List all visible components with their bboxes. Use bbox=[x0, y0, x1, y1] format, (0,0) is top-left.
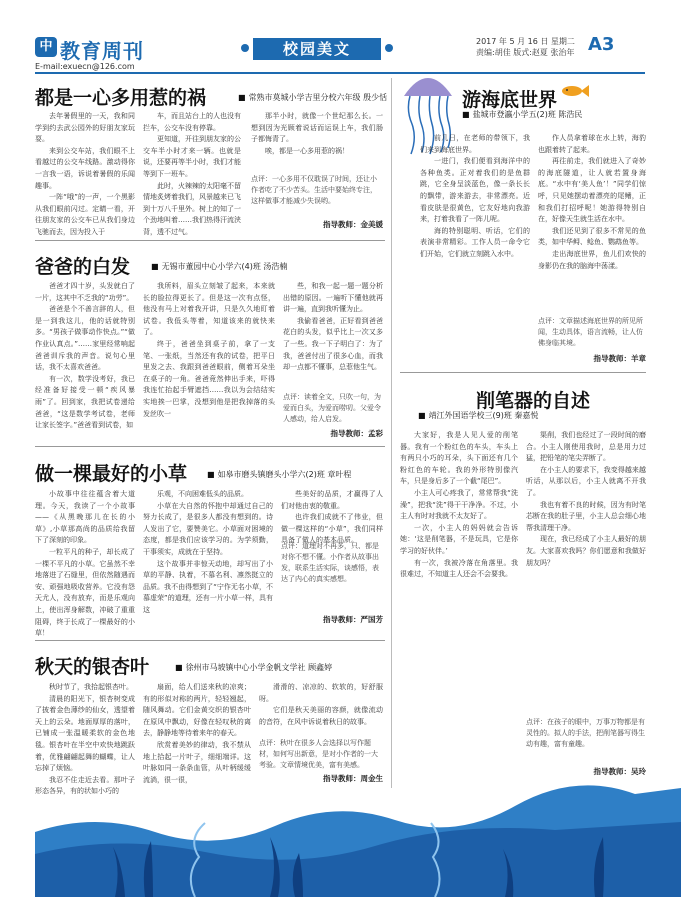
editor: 责编:胡佳 版式:赵夏 张治年 bbox=[476, 48, 575, 57]
section-divider bbox=[400, 372, 646, 373]
article-column: 爸爸才四十岁，头发就白了一片，这其中不乏我的“功劳”。 爸爸是个不善言辞的人，但是一到我这儿，他的话就特别多。“男孩子做事动作快点。”“做作业认真点。”……家里经常响起爸爸训斥我的声音。说句心里话，我不太喜欢爸爸。 有一次，数学没考好，我已经准备好接受一顿“疾风暴雨”了。回到家，我把试卷递给爸爸，“这是数学考试卷，老师让家长签字。”爸爸看到试卷，如 bbox=[35, 282, 135, 430]
email: E-mail:exuecn@126.com bbox=[35, 62, 135, 71]
article-title: 都是一心多用惹的祸 bbox=[35, 87, 207, 109]
article-byline: ■ 盐城市登瀛小学五(2)班 陈浩民 bbox=[462, 109, 582, 120]
article-teacher: 指导教师：孟彩 bbox=[330, 429, 383, 438]
article-teacher: 指导教师：羊章 bbox=[593, 354, 646, 363]
article-column: 扇面，给人们送来秋的凉爽；有的形似对称的两片，轻轻翘起，随风舞动。它们金黄交织的银杏叶在原风中飘动，好像在轻叹秋的离去，静静地等待着来年的春天。 欣赏着美妙的律动，我不禁从地上拾起一片叶子，细细端详。这叶脉如同一条条血管，从叶柄缓缓流淌，很一很， bbox=[143, 683, 251, 784]
article-column: 渠削，我们也经过了一段时间的磨合。小主人刚使用我时，总是用力过猛，把铅笔的笔尖弄断了。 在小主人的要求下，我变得越来越听话，从那以后，小主人就离不开我了。 我也有着不良的时候，因为有时笔芯断在我的肚子里，小主人总会细心地帮我清理干净。 现在，我已经成了小主人最好的朋友。大家喜欢我吗？你们愿意和我做好朋友吗？ bbox=[526, 431, 646, 567]
article-column: 乐观，不向困难低头的品质。 小草在大自然的怀抱中却通过自己的努力长成了，是很多人都没有想到的。诗人发出了它，要赞美它。小草面对困境的态度，都是我们应该学习的。为学须勤，干事须实，成就在于坚持。 这个故事并非惊天动地，却写出了小草的平静、执着，不慕名利、凛然挺立的品质。我不由得想到了“宁作无名小草，不慕虚荣”的道理，还有一片小草一样，具有这 bbox=[143, 490, 273, 614]
article-comment: 点评：读着全文，只吹一句，为爱而白头，为爱而唠叨。父爱令人感动，给人启发。 bbox=[283, 393, 381, 423]
article-teacher: 指导教师：吴玲 bbox=[593, 767, 646, 776]
article-column: 些，和我一起一题一题分析出错的原因。一遍听下懂他就再讲一遍，直到我听懂为止。 我偷看爸爸，正好看到爸爸花白的头发，似乎比上一次又多了一些。我一下子明白了：为了我，爸爸付出了很多心血，而我却一点都不懂事，总惹他生气。 bbox=[283, 282, 383, 372]
page-number: A3 bbox=[588, 34, 615, 55]
paper-title: 教育周刊 bbox=[60, 39, 144, 63]
logo-icon: 中 bbox=[35, 37, 57, 57]
section-divider bbox=[35, 446, 385, 447]
article-comment: 点评：在孩子的眼中，万事万物都是有灵性的。拟人的手法，把削笔器写得生动有趣，富有童趣。 bbox=[526, 718, 645, 748]
date: 2017 年 5 月 16 日 星期二 bbox=[476, 37, 575, 46]
article-column: 我所料，眉头立刻皱了起来，本来就长的脸拉得更长了。但是这一次有点怪，他没有马上对着我开讲，只是久久地盯着试卷。我低头等着，知道该来的就快来了。 终于，爸爸坐到桌子前，拿了一支笔、一张纸，当然还有我的试卷，把平日里发之去、我跟到爸爸眼前，侧着耳朵坐在桌子的一角。爸爸竟然伸出手来，吓得我连忙抬起手臂遮挡……我以为会结结实实地挨一巴掌，没想到他是把我掉落的头发丝吹一 bbox=[143, 282, 275, 418]
article-comment: 点评：一心多用不仅耽误了时间，还让小作者吃了不少苦头。生活中要始终专注，这样做事才能减少失误哟。 bbox=[251, 175, 377, 205]
decor-dot-icon bbox=[385, 44, 393, 52]
article-teacher: 指导教师：严国芳 bbox=[323, 615, 383, 624]
fish-icon bbox=[560, 84, 590, 98]
article-title: 游海底世界 bbox=[462, 89, 558, 111]
article-title: 秋天的银杏叶 bbox=[35, 656, 150, 678]
sea-decoration bbox=[35, 760, 681, 897]
article-column: 车，而且站台上的人也没有拦车，公交车没有停靠。 更知道，开往到朋友家的公交车半小时才来一辆。也就是说，还要再等半小时，我们才能等到下一班车。 此时，火辣辣的太阳毫不留情地炙烤着我们，风景越来已飞到十万八千里外。树上的知了一个劲地叫着……我们热得汗流浃背，透不过气。 bbox=[143, 112, 241, 236]
article-comment: 点评：道理对不再多，只、都是对你不想不懂。小作者从故事出发，联系生活实际，谈感悟，表达了内心的真实感想。 bbox=[281, 542, 379, 583]
article-column: 小故事中往往蕴含着大道理。今天，我读了一个小故事——《从黑晚那儿在长的小草》,小草那高尚的品质给我留下了深刻的印象。 一粒平凡的种子，却长成了一棵不平凡的小草。它虽然不幸地落进了石缝里，但依然随遇而安、顽强地吸收营养。它没有怨天尤人，没有放弃，而是乐观向上，使出浑身解数，冲破了重重阻碍，终于长成了一棵最好的小草！ bbox=[35, 490, 135, 638]
article-byline: ■ 常熟市莫城小学吉里分校六年级 殷少恬 bbox=[238, 92, 387, 103]
article-title: 削笔器的自述 bbox=[476, 390, 591, 412]
article-column: 秋时节了，我拾起银杏叶。 清晨的阳光下，银杏树变成了披着金色薄纱的仙女，透望着天上的云朵。地面厚厚的落叶，已铺成一张温暖柔软的金色地毯。银杏叶在半空中欢快地跳跃着，优雅翩翩起舞的蝴蝶，让人忘掉了烦恼。 我忍不住走近去看。那叶子形态各异，有的状如小巧的 bbox=[35, 683, 135, 796]
article-byline: ■ 无锡市董园中心小学六(4)班 汤浩楠 bbox=[151, 261, 287, 272]
article-comment: 点评：文章描述海底世界的所见所闻，生动具体，语言流畅，让人仿佛身临其境。 bbox=[538, 317, 643, 347]
section-divider bbox=[35, 240, 385, 241]
article-column: 前几日，在老师的带领下，我们来到海底世界。 一进门，我们便看到海洋中的各种鱼类。正对着我们的是鱼群跳，它全身呈淡蓝色，像一条长长的飘带，游来游去，非常漂亮。近看皮肤是很黄色，它友好地向我游来，打着我看了一阵儿呢。 海的特别聪明、听话，它们的表演非常精彩。工作人员一命令它们开始，它们就立刻跳入水中。 bbox=[420, 134, 530, 258]
article-column: 滑滑的、凉凉的、软软的，好舒服呀。 它们是秋天美丽的容颜，就像流动的音符，在风中诉说着秋日的故事。 bbox=[259, 683, 383, 726]
article-title: 做一棵最好的小草 bbox=[35, 463, 188, 485]
article-column: 大家好，我是人见人爱的削笔器。我有一个粉红色的车头，车头上有两只小巧的耳朵，头下面还有几个粉红色的车轮。我的外形特别像汽车，只是身后多了一个截“尾巴”。 小主人可心疼我了，常常帮我“洗澡”，把我“洗”得干干净净。不过，小主人有时对我就不太友好了。 一次，小主人的妈妈就会告诉她：‘这是削笔器，不是玩具，它是你学习的好伙伴。’ 有一次，我被冷落在角落里。我很难过，不知道主人还会不会要我。 bbox=[400, 431, 518, 579]
article-comment: 点评：秋叶在很多人会选择以写作题材，如何写出新意，是对小作者的一大考验。文章情境优美，富有美感。 bbox=[259, 739, 378, 769]
article-byline: ■ 靖江外国语学校三(9)班 秦嘉悦 bbox=[418, 410, 538, 421]
section-divider bbox=[35, 640, 385, 641]
article-column: 作人员拿着球在水上转，海豹也跟着转了起来。 再往前走，我们就进入了奇妙的海底隧道，让人就若置身海底。“水中有‘美人鱼’！”同学们惊呼，只见她摆动着漂亮的尾鳍，正和我们打招呼呢！她游得特别自在，好像天生就生活在水中。 我们还见到了很多不常见的鱼类，如中华鲟、鲶鱼、鹦鹉鱼等。 走出海底世界，鱼儿们欢快的身影仍在我的脑海中荡漾。 bbox=[538, 134, 646, 270]
article-column: 些美好的品质，才赢得了人们对他由衷的敬重。 也许我们成就不了伟业，但做一棵这样的“小草”，我们同样具备了做人的基本品质。 bbox=[281, 490, 383, 545]
article-teacher: 指导教师：金美媛 bbox=[323, 220, 383, 229]
masthead-rule bbox=[35, 72, 645, 74]
article-byline: ■ 如皋市磨头镇磨头小学六(2)班 章叶程 bbox=[207, 469, 351, 480]
article-byline: ■ 徐州市马坡镇中心小学金帆文学社 顾鑫婷 bbox=[175, 662, 332, 673]
section-tag: 校园美文 bbox=[253, 38, 381, 60]
article-column: 去年暑假里的一天，我和同学到约去武公园外的好朋友家玩耍。 来到公交车站，我们眼不上看越过的公交车线路。激动得你一言我一语，诉说着暑假的乐闻趣事。 一阵“哦”的一声，一个黑影从我们眼前闪过。定睛一看，开往朋友家的公交车已从我们身边飞驰而去，因为投入于 bbox=[35, 112, 135, 236]
article-title: 爸爸的白发 bbox=[35, 256, 131, 278]
dateline bbox=[476, 36, 575, 58]
column-divider bbox=[391, 78, 392, 788]
article-teacher: 指导教师：周金生 bbox=[323, 774, 383, 783]
article-column: 那半小时，就像一个世纪那么长。一想到因为光顾着说话而运误上车，我们肠子都悔青了。 唉，都是一心多用惹的祸！ bbox=[251, 112, 383, 155]
masthead-logo bbox=[35, 35, 183, 61]
decor-dot-icon bbox=[241, 44, 249, 52]
